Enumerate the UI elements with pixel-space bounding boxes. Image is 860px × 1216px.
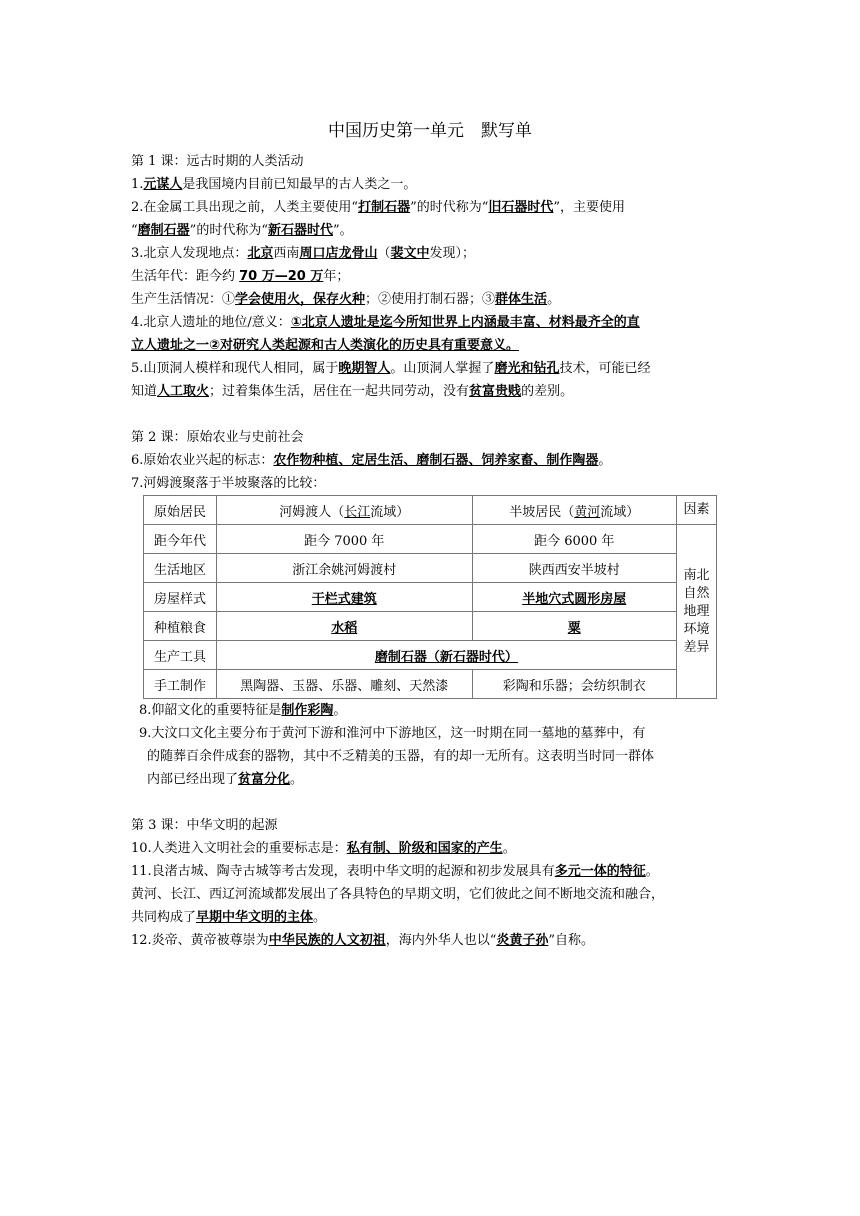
answer: ①北京人遗址是迄今所知世界上内涵最丰富、材料最齐全的直 [290, 315, 640, 330]
answer: 贫富分化 [238, 772, 291, 787]
question-2: 2.在金属工具出现之前，人类主要使用“打制石器”的时代称为“旧石器时代”，主要使用 “磨制石器”的时代称为“新石器时代”。 [131, 200, 626, 238]
answer: 多元一体的特征 [554, 864, 646, 879]
factor-cell: 南北 自然 地理 环境 差异 [676, 525, 716, 699]
answer: 中华民族的人文初祖 [268, 933, 386, 948]
answer: 裴文中 [390, 246, 430, 261]
question-4: 4.北京人遗址的地位/意义：①北京人遗址是迄今所知世界上内涵最丰富、材料最齐全的直 立人遗址之一②对研究人类起源和古人类演化的历史具有重要意义。 [131, 315, 640, 353]
answer: 立人遗址之一②对研究人类起源和古人类演化的历史具有重要意义。 [131, 338, 520, 353]
table-row: 种植粮食 水稻 粟 [144, 612, 717, 641]
question-6: 6.原始农业兴起的标志：农作物种植、定居生活、磨制石器、饲养家畜、制作陶器。 [131, 453, 612, 468]
lesson-3-header: 第 3 课：中华文明的起源 [131, 818, 278, 833]
answer: 打制石器 [358, 200, 411, 215]
comparison-table [143, 495, 717, 699]
answer: 炎黄子孙 [496, 933, 549, 948]
question-3-era: 生活年代：距今约 70 万—20 万年； [131, 269, 350, 284]
table-header: 因素 [676, 496, 716, 525]
answer: 私有制、阶级和国家的产生 [346, 841, 503, 856]
answer: 制作彩陶 [281, 703, 334, 718]
lesson-1-header: 第 1 课：远古时期的人类活动 [131, 154, 304, 169]
question-5: 5.山顶洞人模样和现代人相同，属于晚期智人。山顶洞人掌握了磨光和钻孔技术，可能已经 知道人工取火；过着集体生活，居住在一起共同劳动，没有贫富贵贱的差别。 [131, 361, 651, 399]
answer: 元谋人 [143, 177, 183, 192]
answer: 水稻 [331, 620, 358, 636]
answer: 旧石器时代 [488, 200, 554, 215]
answer: 新石器时代 [267, 223, 333, 238]
answer: 干栏式建筑 [311, 591, 377, 607]
answer: 磨制石器 [137, 223, 190, 238]
answer: 农作物种植、定居生活、磨制石器、饲养家畜、制作陶器 [273, 453, 599, 468]
question-3-life: 生产生活情况：①学会使用火，保存火种；②使用打制石器；③群体生活。 [131, 292, 561, 307]
document-title: 中国历史第一单元 默写单 [328, 121, 532, 141]
answer: 磨制石器（新石器时代） [374, 649, 518, 665]
answer: 磨光和钻孔 [494, 361, 560, 376]
answer: 70 万—20 万 [239, 269, 324, 284]
table-header: 半坡居民（黄河流域） [472, 496, 676, 525]
question-10: 10.人类进入文明社会的重要标志是：私有制、阶级和国家的产生。 [131, 841, 516, 856]
answer: 北京 [247, 246, 274, 261]
question-7: 7.河姆渡聚落于半坡聚落的比较： [131, 476, 326, 491]
answer: 贫富贵贱 [469, 384, 522, 399]
answer: 早期中华文明的主体 [196, 910, 314, 925]
answer: 粟 [567, 620, 581, 636]
answer: 周口店龙骨山 [299, 246, 378, 261]
question-11: 11.良渚古城、陶寺古城等考古发现，表明中华文明的起源和初步发展具有多元一体的特征。 黄河、长江、西辽河流域都发展出了各具特色的早期文明，它们彼此之间不断地交流和融合， 共同构成了早期中华文明的主体。 [131, 864, 665, 925]
answer: 群体生活 [495, 292, 548, 307]
answer: 人工取火 [157, 384, 210, 399]
table-header: 河姆渡人（长江流域） [216, 496, 472, 525]
table-row: 距今年代 距今 7000 年 距今 6000 年 南北 自然 地理 环境 差异 [144, 525, 717, 554]
answer: 晚期智人 [338, 361, 391, 376]
question-8: 8.仰韶文化的重要特征是制作彩陶。 [139, 703, 347, 718]
answer: 半地穴式圆形房屋 [522, 591, 627, 607]
question-12: 12.炎帝、黄帝被尊崇为中华民族的人文初祖，海内外华人也以“炎黄子孙”自称。 [131, 933, 595, 948]
table-header: 原始居民 [144, 496, 217, 525]
question-3: 3.北京人发现地点：北京西南周口店龙骨山（裴文中发现）； [131, 246, 475, 261]
table-row: 生产工具 磨制石器（新石器时代） [144, 641, 717, 670]
question-1: 1.元谋人是我国境内目前已知最早的古人类之一。 [131, 177, 417, 192]
table-row: 生活地区 浙江余姚河姆渡村 陕西西安半坡村 [144, 554, 717, 583]
table-header-row [144, 496, 717, 525]
document-body [131, 150, 736, 952]
lesson-2-header: 第 2 课：原始农业与史前社会 [131, 430, 304, 445]
answer: 学会使用火，保存火种 [235, 292, 366, 307]
question-9: 9.大汶口文化主要分布于黄河下游和淮河中下游地区，这一时期在同一墓地的墓葬中，有 的随葬百余件成套的器物，其中不乏精美的玉器，有的却一无所有。这表明当时同一群体 内部已经出现了贫富分化。 [139, 726, 655, 787]
table-row: 手工制作 黑陶器、玉器、乐器、雕刻、天然漆 彩陶和乐器；会纺织制衣 [144, 670, 717, 699]
table-row: 房屋样式 干栏式建筑 半地穴式圆形房屋 [144, 583, 717, 612]
